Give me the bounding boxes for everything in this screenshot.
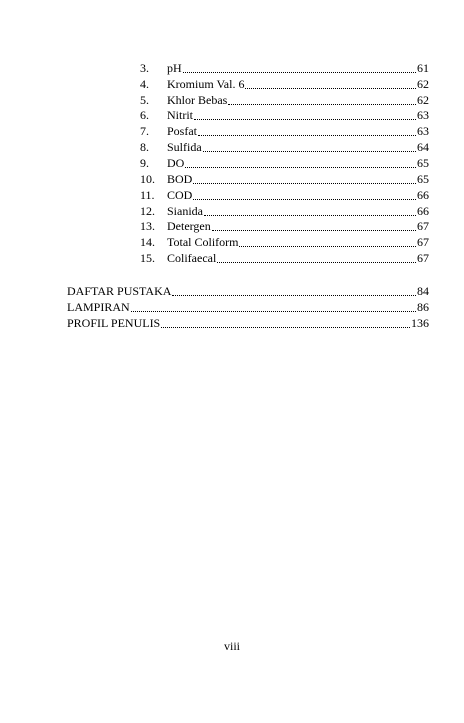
entry-label: Khlor Bebas <box>167 93 228 107</box>
entry-page: 67 <box>417 219 429 233</box>
toc-entry-total-coliform <box>140 234 429 250</box>
dot-leader <box>198 135 416 136</box>
entry-label: pH <box>167 61 182 75</box>
dot-leader <box>161 327 410 328</box>
entry-page: 65 <box>417 172 429 186</box>
entry-number: 6. <box>140 108 149 122</box>
entry-number: 10. <box>140 172 155 186</box>
toc-entry-nitrit <box>140 107 429 123</box>
entry-label: Sianida <box>167 204 203 218</box>
entry-label: BOD <box>167 172 193 186</box>
toc-entry-colifaecal <box>140 250 429 266</box>
dot-leader <box>193 199 416 200</box>
entry-page: 84 <box>417 284 429 298</box>
dot-leader <box>217 262 416 263</box>
dot-leader <box>131 311 416 312</box>
toc-entry-do <box>140 155 429 171</box>
toc-entry-posfat <box>140 123 429 139</box>
entry-page: 86 <box>417 300 429 314</box>
entry-page: 61 <box>417 61 429 75</box>
entry-label: DAFTAR PUSTAKA <box>67 284 172 298</box>
toc-entry-bod <box>140 171 429 187</box>
toc-entry-lampiran <box>67 299 429 315</box>
dot-leader <box>212 230 416 231</box>
dot-leader <box>185 167 416 168</box>
entry-number: 4. <box>140 77 149 91</box>
entry-page: 65 <box>417 156 429 170</box>
entry-page: 62 <box>417 93 429 107</box>
entry-label: Total Coliform <box>167 235 239 249</box>
entry-number: 13. <box>140 219 155 233</box>
entry-number: 5. <box>140 93 149 107</box>
entry-page: 66 <box>417 204 429 218</box>
toc-entry-ph <box>140 60 429 76</box>
toc-entry-daftar-pustaka <box>67 283 429 299</box>
entry-number: 7. <box>140 124 149 138</box>
entry-page: 64 <box>417 140 429 154</box>
entry-page: 63 <box>417 124 429 138</box>
entry-label: Detergen <box>167 219 211 233</box>
toc-entry-kromium <box>140 76 429 92</box>
dot-leader <box>194 119 416 120</box>
page-number: viii <box>223 639 240 653</box>
toc-entry-cod <box>140 187 429 203</box>
entry-page: 136 <box>411 316 429 330</box>
entry-label: Colifaecal <box>167 251 217 265</box>
entry-label: Kromium Val. 6 <box>167 77 245 91</box>
entry-page: 66 <box>417 188 429 202</box>
entry-page: 67 <box>417 251 429 265</box>
entry-number: 12. <box>140 204 155 218</box>
entry-number: 11. <box>140 188 155 202</box>
dot-leader <box>245 88 416 89</box>
entry-number: 15. <box>140 251 155 265</box>
dot-leader <box>193 183 416 184</box>
toc-entry-sianida <box>140 203 429 219</box>
dot-leader <box>239 246 416 247</box>
entry-label: Sulfida <box>167 140 202 154</box>
toc-entry-sulfida <box>140 139 429 155</box>
entry-page: 67 <box>417 235 429 249</box>
entry-label: COD <box>167 188 193 202</box>
entry-label: PROFIL PENULIS <box>67 316 161 330</box>
toc-entry-profil-penulis <box>67 315 429 331</box>
dot-leader <box>204 215 416 216</box>
entry-label: Posfat <box>167 124 197 138</box>
dot-leader <box>172 295 416 296</box>
entry-number: 9. <box>140 156 149 170</box>
entry-number: 3. <box>140 61 149 75</box>
toc-entry-detergen <box>140 218 429 234</box>
entry-label: DO <box>167 156 185 170</box>
dot-leader <box>183 72 416 73</box>
entry-page: 63 <box>417 108 429 122</box>
entry-page: 62 <box>417 77 429 91</box>
entry-label: Nitrit <box>167 108 193 122</box>
entry-label: LAMPIRAN <box>67 300 130 314</box>
entry-number: 14. <box>140 235 155 249</box>
entry-number: 8. <box>140 140 149 154</box>
dot-leader <box>203 151 416 152</box>
toc-entry-khlor-bebas <box>140 92 429 108</box>
dot-leader <box>228 104 416 105</box>
